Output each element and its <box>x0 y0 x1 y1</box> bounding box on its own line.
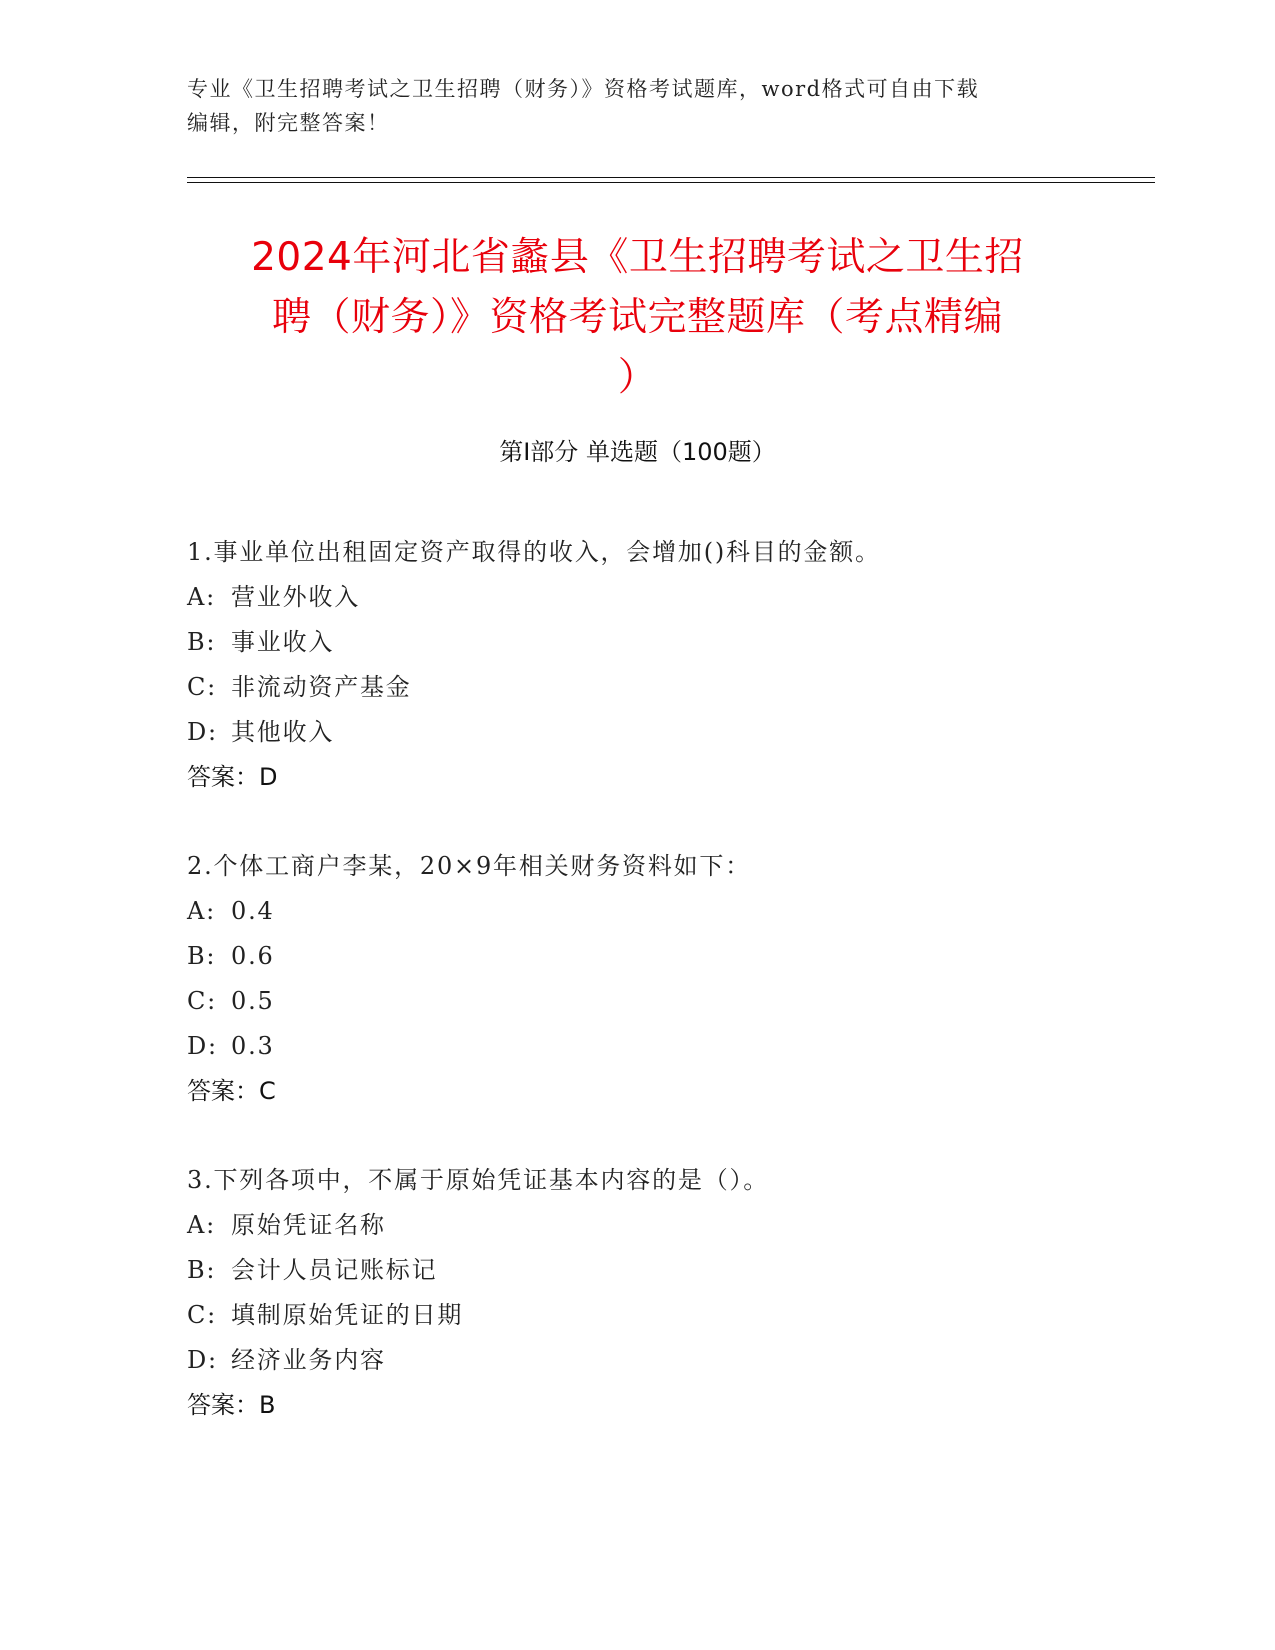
option-c <box>187 665 1137 710</box>
header-note-line-2: 编辑，附完整答案！ <box>187 111 390 135</box>
option-text: 0.5 <box>231 987 275 1015</box>
option-key: A: <box>187 583 217 611</box>
option-key: B: <box>187 628 217 656</box>
option-key: D: <box>187 1346 218 1374</box>
question-stem: 1.事业单位出租固定资产取得的收入，会增加()科目的金额。 <box>187 538 881 566</box>
document-title <box>180 228 1095 408</box>
option-b <box>187 1248 1137 1293</box>
question-list <box>187 530 1137 1472</box>
answer: 答案：B <box>187 1391 276 1419</box>
option-text: 会计人员记账标记 <box>231 1256 438 1284</box>
option-d <box>187 1338 1137 1383</box>
option-key: A: <box>187 897 217 925</box>
option-d <box>187 1024 1137 1069</box>
answer: 答案：C <box>187 1077 276 1105</box>
option-text: 非流动资产基金 <box>231 673 412 701</box>
option-key: B: <box>187 942 217 970</box>
option-c <box>187 1293 1137 1338</box>
question-1 <box>187 530 1137 800</box>
option-key: D: <box>187 718 218 746</box>
option-text: 0.3 <box>231 1032 275 1060</box>
option-key: C: <box>187 987 218 1015</box>
question-2 <box>187 844 1137 1114</box>
option-a <box>187 1203 1137 1248</box>
header-divider-bottom <box>187 182 1155 183</box>
section-heading: 第Ⅰ部分 单选题（100题） <box>499 438 776 466</box>
document-title-line-2: 聘（财务）》资格考试完整题库（考点精编 <box>271 295 1003 340</box>
question-stem: 2.个体工商户李某，20×9年相关财务资料如下： <box>187 852 752 880</box>
option-d <box>187 710 1137 755</box>
header-note <box>187 72 1087 140</box>
option-key: C: <box>187 1301 218 1329</box>
option-key: B: <box>187 1256 217 1284</box>
option-text: 营业外收入 <box>231 583 360 611</box>
header-note-line-1: 专业《卫生招聘考试之卫生招聘（财务）》资格考试题库，word格式可自由下载 <box>187 77 980 101</box>
option-key: A: <box>187 1211 217 1239</box>
question-stem: 3.下列各项中，不属于原始凭证基本内容的是（）。 <box>187 1166 770 1194</box>
option-text: 填制原始凭证的日期 <box>231 1301 464 1329</box>
answer: 答案：D <box>187 763 278 791</box>
option-a <box>187 575 1137 620</box>
option-text: 0.4 <box>231 897 275 925</box>
option-text: 经济业务内容 <box>231 1346 386 1374</box>
document-title-line-1: 2024年河北省蠡县《卫生招聘考试之卫生招 <box>251 235 1024 280</box>
option-text: 原始凭证名称 <box>231 1211 386 1239</box>
document-title-line-3: ） <box>617 355 658 400</box>
option-c <box>187 979 1137 1024</box>
option-key: D: <box>187 1032 218 1060</box>
option-key: C: <box>187 673 218 701</box>
option-b <box>187 934 1137 979</box>
question-3 <box>187 1158 1137 1428</box>
option-text: 其他收入 <box>231 718 335 746</box>
header-divider-top <box>187 177 1155 178</box>
option-text: 事业收入 <box>231 628 335 656</box>
option-text: 0.6 <box>231 942 275 970</box>
option-a <box>187 889 1137 934</box>
option-b <box>187 620 1137 665</box>
